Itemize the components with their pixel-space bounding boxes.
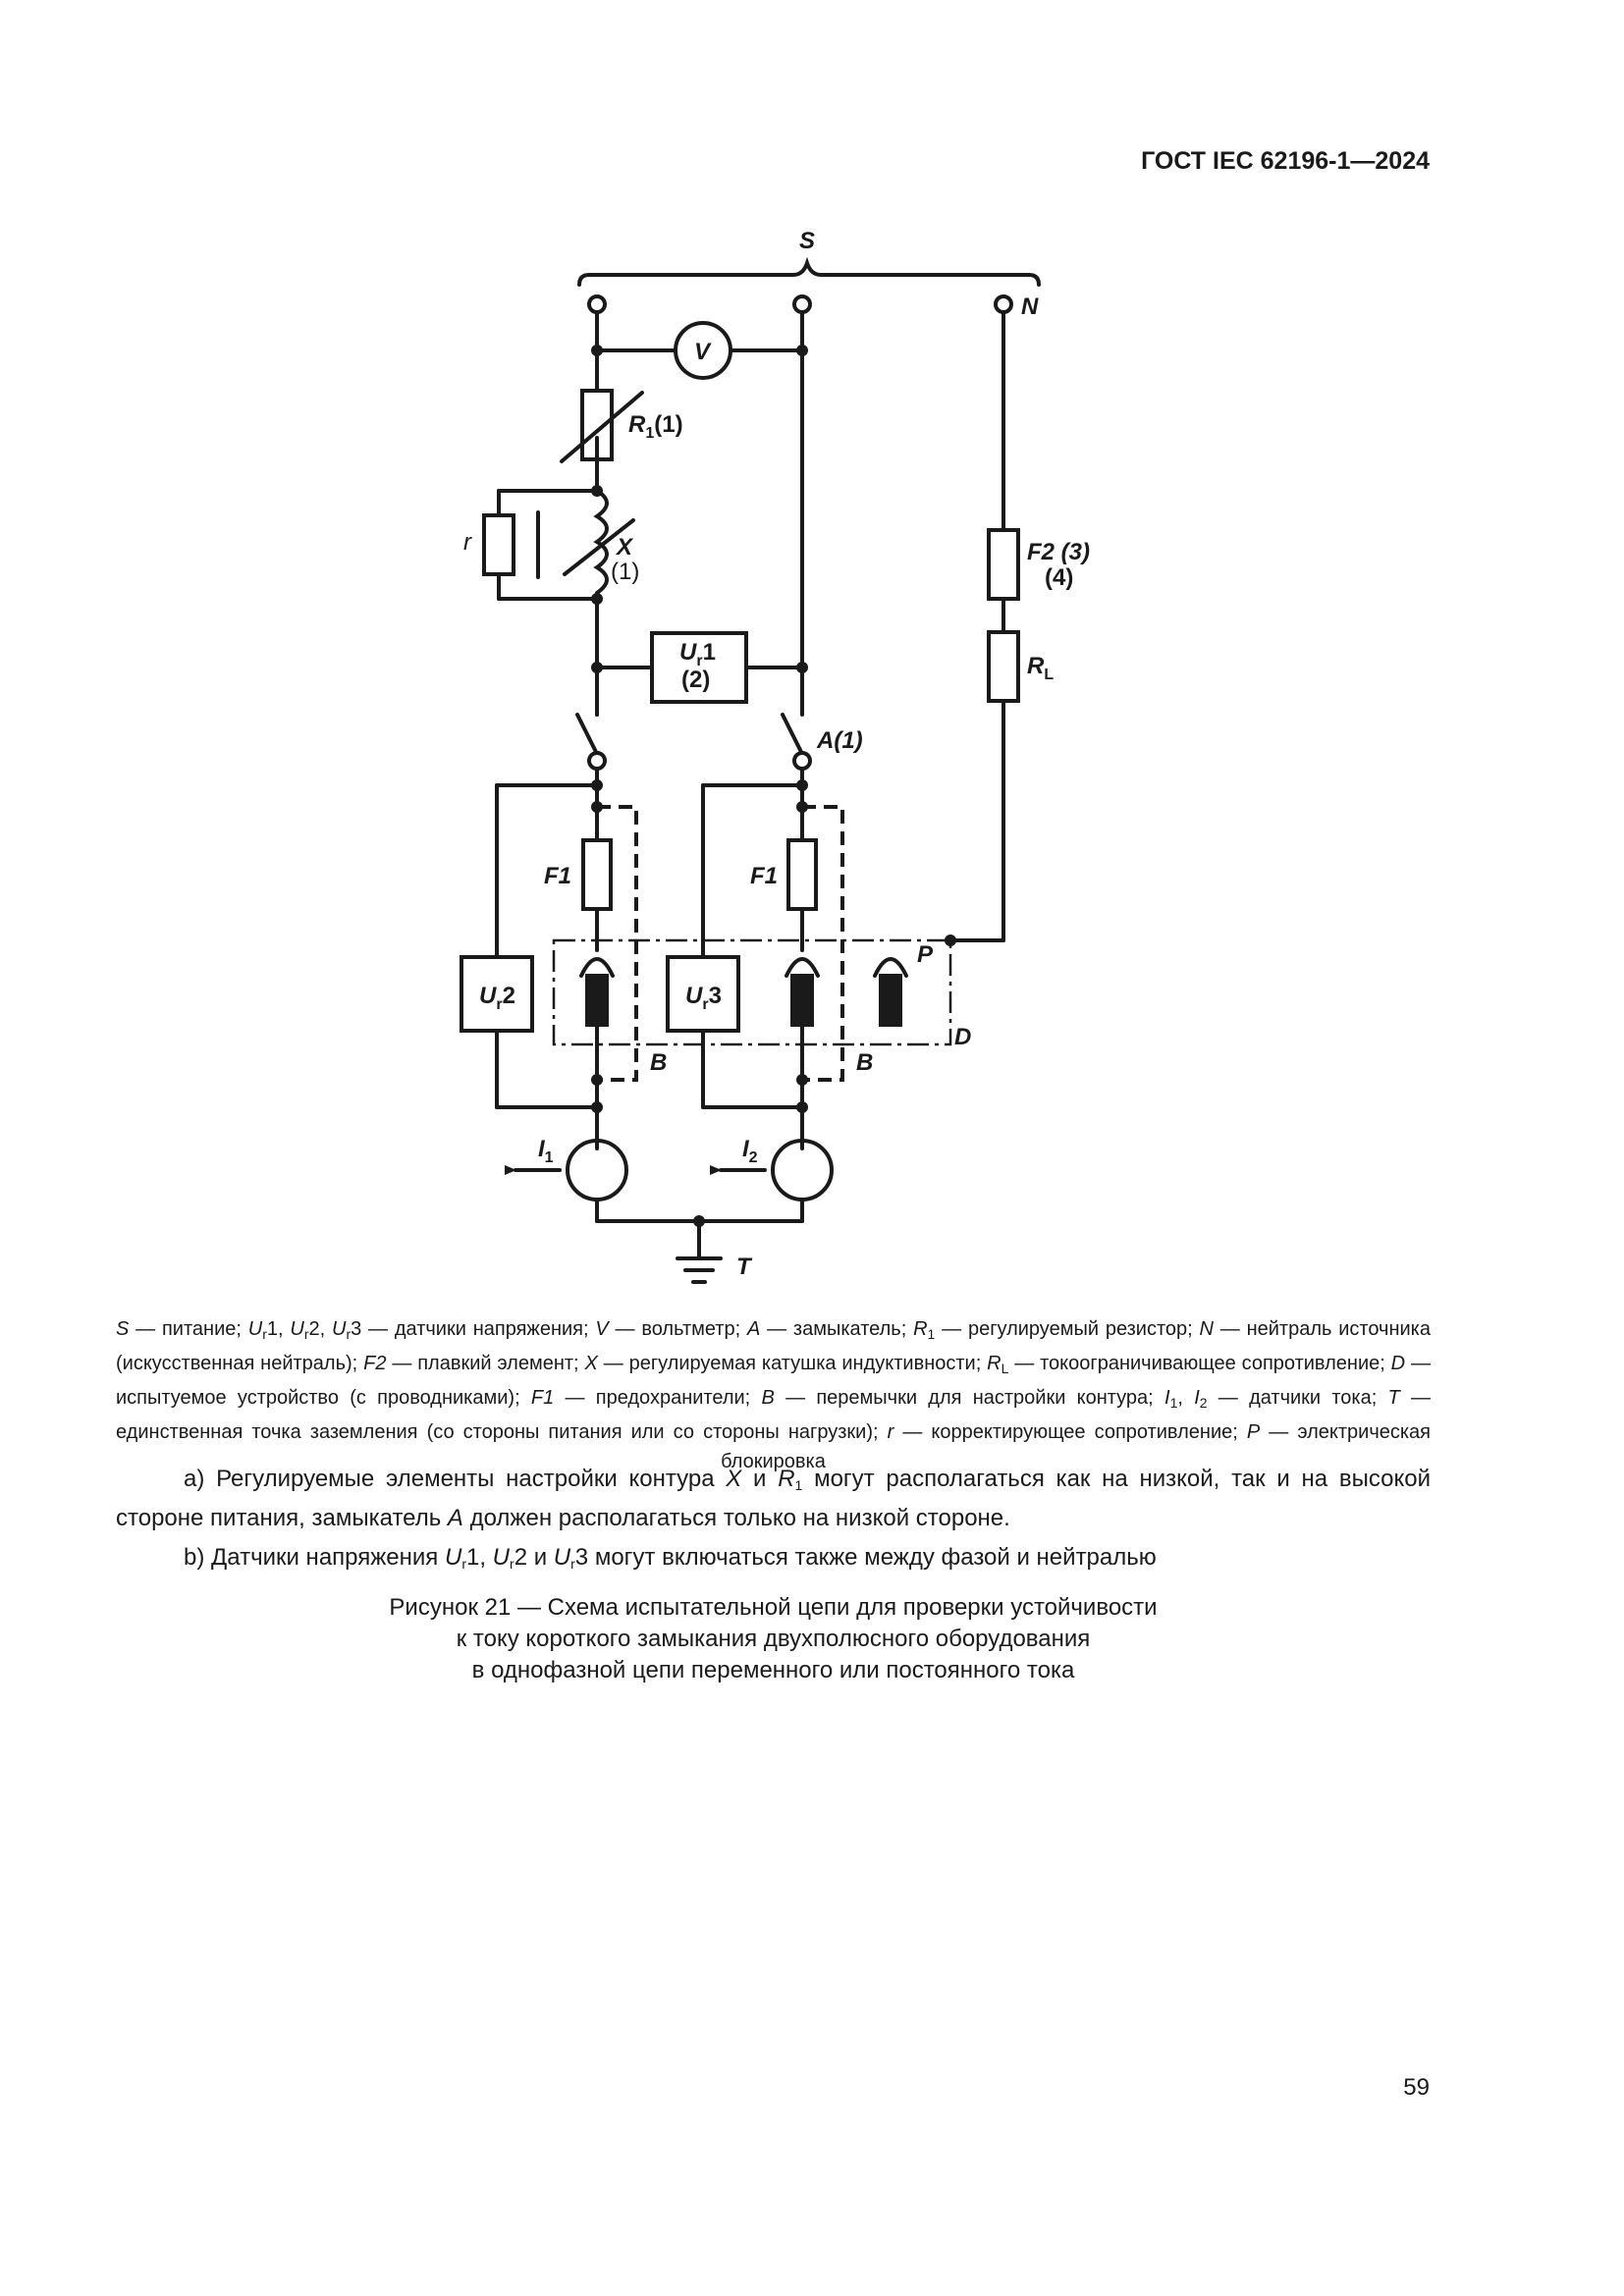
label-d: D bbox=[954, 1024, 972, 1050]
terminal-1 bbox=[589, 296, 605, 312]
svg-text:RL: $R_L$ bbox=[1027, 653, 1055, 683]
fuse-f1-left bbox=[583, 840, 611, 909]
label-f2-num: (4) bbox=[1045, 564, 1074, 591]
document-header: ГОСТ IEC 62196-1—2024 bbox=[1141, 147, 1430, 175]
junction-p bbox=[945, 934, 956, 946]
fuse-f1-right bbox=[788, 840, 816, 909]
contactor-a bbox=[783, 715, 802, 754]
svg-text:Ur3: $U_r3$ bbox=[685, 983, 722, 1013]
label-i2: I bbox=[742, 1136, 749, 1162]
svg-text:R1(1): $R_1(1)$ bbox=[628, 411, 683, 442]
label-ur2: U bbox=[479, 983, 497, 1009]
label-ur3: U bbox=[685, 983, 703, 1009]
svg-text:I2: $I_2$ bbox=[742, 1136, 758, 1166]
caption-line-2: к току короткого замыкания двухполюсного оборудования bbox=[456, 1626, 1091, 1652]
label-b-left: B bbox=[650, 1049, 668, 1076]
device-pole-right bbox=[792, 976, 812, 1025]
label-ur1: U bbox=[679, 639, 697, 666]
label-x: X bbox=[617, 534, 633, 561]
label-f1-left: F1 bbox=[544, 863, 572, 889]
resistor-rl bbox=[989, 632, 1018, 701]
fuse-element-f2 bbox=[989, 530, 1018, 599]
jumper-b-right bbox=[802, 807, 842, 1080]
caption-line-3: в однофазной цепи переменного или постоянного тока bbox=[471, 1657, 1075, 1683]
label-t: T bbox=[736, 1254, 751, 1280]
label-a: A(1) bbox=[817, 727, 863, 754]
caption-line-1: Рисунок 21 — Схема испытательной цепи для проверки устойчивости bbox=[389, 1594, 1158, 1621]
voltage-sensor-ur3 bbox=[668, 957, 738, 1031]
label-r1: R bbox=[628, 411, 646, 438]
label-n: N bbox=[1021, 294, 1039, 320]
label-f2: F2 (3) bbox=[1027, 539, 1091, 565]
label-i1: I bbox=[538, 1136, 545, 1162]
contactor-left bbox=[577, 715, 597, 754]
label-r: r bbox=[463, 529, 471, 556]
device-pole-left bbox=[587, 976, 607, 1025]
svg-text:Ur2: $U_r2$ bbox=[479, 983, 515, 1013]
svg-text:I1: $I_1$ bbox=[538, 1136, 554, 1166]
svg-text:Ur1: $U_r1$ bbox=[679, 639, 716, 669]
terminal-n bbox=[996, 296, 1011, 312]
terminal-2 bbox=[794, 296, 810, 312]
label-rl: R bbox=[1027, 653, 1045, 679]
jumper-b-left bbox=[597, 807, 636, 1080]
label-p: P bbox=[917, 941, 934, 968]
figure-caption bbox=[116, 1592, 1431, 1686]
resistor-r bbox=[484, 515, 514, 574]
label-v: V bbox=[694, 339, 711, 365]
page-number: 59 bbox=[1403, 2074, 1430, 2101]
label-f1-right: F1 bbox=[750, 863, 779, 889]
note-a: a) Регулируемые элементы настройки контура X и $R_1$ могут располагаться как на низкой, так и на высокой стороне питания, замыкатель A должен располагаться только на низкой стороне. bbox=[116, 1466, 1432, 1531]
figure-legend: S — питание; $U_r1$, $U_r2$, $U_r3$ — датчики напряжения; V — вольтметр; A — замыкатель; $R_1$ — регулируемый резистор; N — нейтраль источника (искусственная нейтраль); F2 — плавкий элемент; X — регулируемая катушка индуктивности; $R_L$ — токоограничивающее сопротивление; D — испытуемое устройство (с проводниками); F1 — предохранители; B — перемычки для настройки контура; $I_1$, $I_2$ — датчики тока; T — единственная точка заземления (со стороны питания или со стороны нагрузки); r — корректирующее сопротивление; P — электрическая блокировка bbox=[116, 1318, 1432, 1472]
interlock-pole bbox=[881, 976, 900, 1025]
label-b-right: B bbox=[856, 1049, 874, 1076]
label-x-num: (1) bbox=[611, 559, 640, 585]
label-ur1-num: (2) bbox=[681, 667, 711, 693]
note-b: b) Датчики напряжения $U_r1$, $U_r2$ и $U_r3$ могут включаться также между фазой и нейтралью bbox=[184, 1544, 1157, 1572]
label-s: S bbox=[799, 228, 816, 254]
figure-notes bbox=[116, 1463, 1431, 1586]
supply-brace bbox=[579, 263, 1039, 285]
voltage-sensor-ur2 bbox=[461, 957, 532, 1031]
